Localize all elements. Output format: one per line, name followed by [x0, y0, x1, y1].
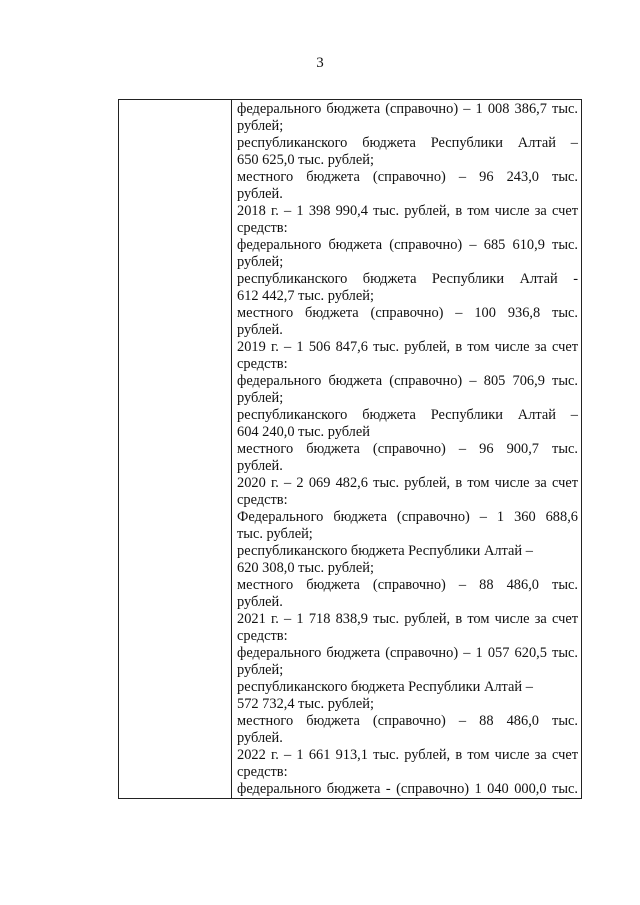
text-line: 650 625,0 тыс. рублей; [237, 152, 374, 168]
text-line: средств: [237, 492, 288, 508]
text-line: средств: [237, 356, 288, 372]
text-line: рублей; [237, 118, 284, 134]
text-line: 2022 г. – 1 661 913,1 тыс. рублей, в том числе за счет [237, 747, 578, 763]
text-line: рублей. [237, 186, 283, 202]
left-cell [119, 100, 232, 799]
funding-table [118, 99, 582, 799]
text-line: 572 732,4 тыс. рублей; [237, 696, 374, 712]
text-line: федерального бюджета (справочно) – 685 610,9 тыс. [237, 237, 578, 253]
text-line: средств: [237, 220, 288, 236]
text-line: республиканского бюджета Республики Алтай – [237, 679, 533, 695]
text-line: республиканского бюджета Республики Алтай – [237, 135, 578, 151]
funding-text [232, 100, 581, 798]
text-line: 604 240,0 тыс. рублей [237, 424, 370, 440]
text-line: тыс. рублей; [237, 526, 313, 542]
text-line: республиканского бюджета Республики Алтай – [237, 407, 578, 423]
text-line: 2018 г. – 1 398 990,4 тыс. рублей, в том числе за счет [237, 203, 578, 219]
text-line: федерального бюджета (справочно) – 1 008 386,7 тыс. [237, 101, 578, 117]
text-line: республиканского бюджета Республики Алтай - [237, 271, 578, 287]
table-row [119, 100, 582, 799]
text-line: рублей; [237, 254, 284, 270]
text-line: 2019 г. – 1 506 847,6 тыс. рублей, в том числе за счет [237, 339, 578, 355]
text-line: местного бюджета (справочно) – 88 486,0 тыс. [237, 577, 578, 593]
page-number: 3 [316, 55, 324, 71]
text-line: федерального бюджета (справочно) – 805 706,9 тыс. [237, 373, 578, 389]
text-line: республиканского бюджета Республики Алтай – [237, 543, 533, 559]
text-line: рублей; [237, 662, 284, 678]
text-line: средств: [237, 764, 288, 780]
text-line: федерального бюджета - (справочно) 1 040 000,0 тыс. [237, 781, 578, 797]
text-line: Федерального бюджета (справочно) – 1 360 688,6 [237, 509, 578, 525]
text-line: 2021 г. – 1 718 838,9 тыс. рублей, в том числе за счет [237, 611, 578, 627]
text-line: местного бюджета (справочно) – 96 243,0 тыс. [237, 169, 578, 185]
text-line: 2020 г. – 2 069 482,6 тыс. рублей, в том числе за счет [237, 475, 578, 491]
text-line: рублей. [237, 594, 283, 610]
text-line: рублей. [237, 730, 283, 746]
text-line: рублей. [237, 322, 283, 338]
text-line: 620 308,0 тыс. рублей; [237, 560, 374, 576]
text-line: местного бюджета (справочно) – 100 936,8 тыс. [237, 305, 578, 321]
text-line: местного бюджета (справочно) – 96 900,7 тыс. [237, 441, 578, 457]
text-line: рублей; [237, 390, 284, 406]
text-line: средств: [237, 628, 288, 644]
text-line: местного бюджета (справочно) – 88 486,0 тыс. [237, 713, 578, 729]
right-cell [232, 100, 582, 799]
text-line: 612 442,7 тыс. рублей; [237, 288, 374, 304]
text-line: рублей. [237, 458, 283, 474]
text-line: федерального бюджета (справочно) – 1 057 620,5 тыс. [237, 645, 578, 661]
